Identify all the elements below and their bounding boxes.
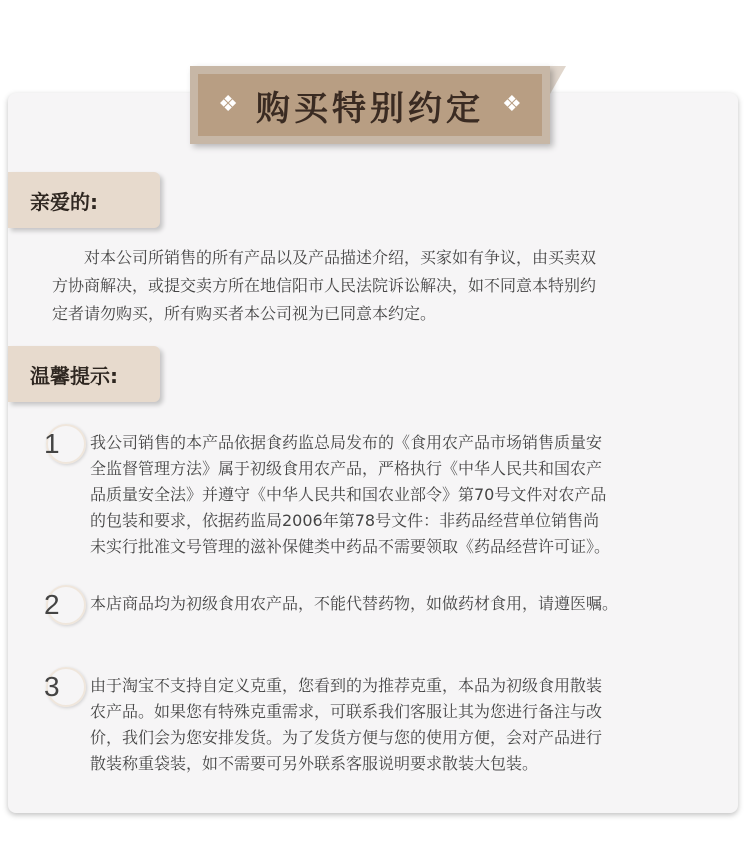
title-banner [190, 66, 550, 144]
paragraph-line: 方协商解决，或提交卖方所在地信阳市人民法院诉讼解决，如不同意本特别约 [52, 276, 597, 295]
section-heading-dear [8, 172, 160, 228]
item-line: 品质量安全法》并遵守《中华人民共和国农业部令》第70号文件对农产品 [90, 485, 607, 504]
item-line: 未实行批准文号管理的滋补保健类中药品不需要领取《药品经营许可证》。 [90, 537, 611, 556]
item-line: 农产品。如果您有特殊克重需求，可联系我们客服让其为您进行备注与改 [90, 702, 603, 721]
item-number-badge: 1 [46, 424, 86, 464]
title-banner-tail [550, 66, 566, 94]
tip-item-1 [90, 430, 718, 560]
section-heading-label: 亲爱的: [30, 189, 98, 214]
section-heading-tips [8, 346, 160, 402]
agreement-paragraph [52, 244, 712, 328]
item-number-badge: 2 [46, 585, 86, 625]
section-heading-label: 温馨提示: [30, 363, 118, 388]
paragraph-line: 定者请勿购买，所有购买者本公司视为已同意本约定。 [52, 304, 437, 323]
title-banner-inner [198, 74, 542, 136]
diamond-ornament-icon: ❖ [218, 92, 238, 117]
diamond-ornament-icon: ❖ [502, 92, 522, 117]
tip-item-3 [90, 673, 718, 777]
item-number-badge: 3 [46, 667, 86, 707]
item-line: 本店商品均为初级食用农产品，不能代替药物，如做药材食用，请遵医嘱。 [90, 594, 619, 613]
page-title: 购买特别约定 [256, 88, 484, 129]
item-line: 的包装和要求，依据药监局2006年第78号文件：非药品经营单位销售尚 [90, 511, 600, 530]
item-line: 我公司销售的本产品依据食药监总局发布的《食用农产品市场销售质量安 [90, 433, 603, 452]
item-line: 价，我们会为您安排发货。为了发货方便与您的使用方便，会对产品进行 [90, 728, 603, 747]
tip-item-2 [90, 591, 718, 617]
item-line: 散装称重袋装，如不需要可另外联系客服说明要求散装大包装。 [90, 754, 539, 773]
item-line: 由于淘宝不支持自定义克重，您看到的为推荐克重，本品为初级食用散装 [90, 676, 603, 695]
paragraph-line: 对本公司所销售的所有产品以及产品描述介绍，买家如有争议，由买卖双 [84, 248, 597, 267]
item-line: 全监督管理方法》属于初级食用农产品，严格执行《中华人民共和国农产 [90, 459, 603, 478]
